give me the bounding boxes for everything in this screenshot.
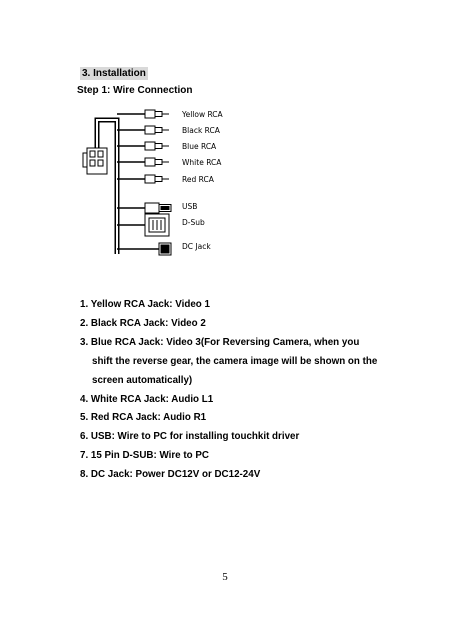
- harness-connector-icon: [83, 148, 107, 174]
- list-item: [80, 391, 377, 410]
- page-number: 5: [222, 571, 228, 583]
- dsub-plug-icon: [145, 214, 169, 236]
- list-item-text: 6. USB: Wire to PC for installing touchkit driver: [80, 431, 300, 443]
- connector-label: D-Sub: [182, 218, 205, 227]
- dc-jack-icon: [159, 243, 171, 255]
- section-heading: 3. Installation: [82, 68, 146, 79]
- list-item: [80, 409, 377, 428]
- list-item: [80, 428, 377, 447]
- list-item-text: 7. 15 Pin D-SUB: Wire to PC: [80, 450, 209, 462]
- list-item: [80, 296, 377, 315]
- rca-plug-icon: [145, 126, 169, 134]
- usb-plug-icon: [145, 203, 171, 213]
- connector-label: Red RCA: [182, 175, 214, 184]
- list-item: [80, 315, 377, 334]
- list-item-continuation: shift the reverse gear, the camera image will be shown on the: [92, 355, 378, 367]
- rca-plug-icon: [145, 158, 169, 166]
- rca-plug-icon: [145, 142, 169, 150]
- wire-connection-diagram: [75, 104, 265, 264]
- list-item-continuation: screen automatically): [92, 374, 193, 386]
- list-item-text: 8. DC Jack: Power DC12V or DC12-24V: [80, 469, 261, 481]
- connector-label: DC Jack: [182, 242, 211, 251]
- list-item-text: 1. Yellow RCA Jack: Video 1: [80, 299, 210, 310]
- list-item-text: 2. Black RCA Jack: Video 2: [80, 317, 206, 329]
- list-item: [80, 466, 377, 485]
- rca-plug-icon: [145, 110, 169, 118]
- main-cable: [97, 120, 117, 254]
- connector-label: Black RCA: [182, 126, 220, 135]
- list-item-text: 4. White RCA Jack: Audio L1: [80, 393, 214, 405]
- rca-plug-icon: [145, 175, 169, 183]
- step-title: Step 1: Wire Connection: [77, 85, 193, 96]
- list-item-text: 3. Blue RCA Jack: Video 3(For Reversing Camera, when you: [80, 336, 360, 348]
- list-item: [80, 334, 377, 391]
- connector-label: Blue RCA: [182, 142, 217, 151]
- list-item-text: 5. Red RCA Jack: Audio R1: [80, 412, 207, 424]
- connector-label: Yellow RCA: [182, 110, 223, 119]
- connection-list: [80, 296, 377, 485]
- list-item: [80, 447, 377, 466]
- connector-label: USB: [182, 202, 198, 211]
- connector-label: White RCA: [182, 158, 222, 167]
